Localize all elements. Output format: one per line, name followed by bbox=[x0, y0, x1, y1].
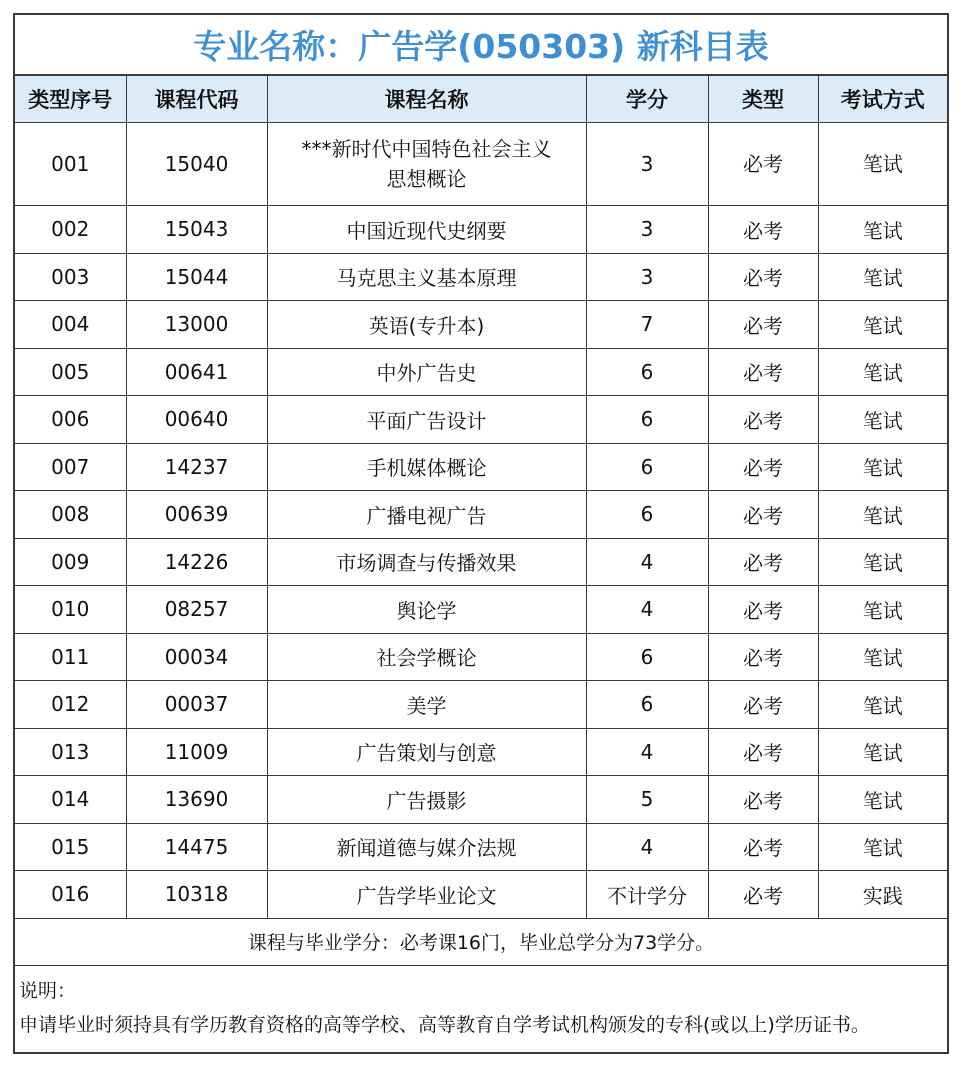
cell-name: 英语(专升本) bbox=[267, 301, 586, 349]
cell-name bbox=[267, 123, 586, 206]
cell-name: 市场调查与传播效果 bbox=[267, 538, 586, 586]
cell-seq: 002 bbox=[15, 206, 126, 254]
course-table-document bbox=[13, 13, 949, 1054]
cell-code: 10318 bbox=[126, 871, 267, 919]
cell-credit: 3 bbox=[586, 253, 708, 301]
cell-code: 00034 bbox=[126, 633, 267, 681]
cell-credit: 6 bbox=[586, 396, 708, 444]
table-row bbox=[15, 301, 947, 349]
cell-exam: 笔试 bbox=[818, 301, 947, 349]
cell-code: 15044 bbox=[126, 253, 267, 301]
cell-type: 必考 bbox=[708, 491, 818, 539]
notes-section bbox=[15, 966, 947, 1052]
table-row bbox=[15, 871, 947, 919]
cell-type: 必考 bbox=[708, 253, 818, 301]
cell-name: 美学 bbox=[267, 681, 586, 729]
cell-exam: 笔试 bbox=[818, 491, 947, 539]
table-row bbox=[15, 123, 947, 206]
cell-seq: 001 bbox=[15, 123, 126, 206]
cell-name: 社会学概论 bbox=[267, 633, 586, 681]
cell-credit: 4 bbox=[586, 586, 708, 634]
cell-exam: 笔试 bbox=[818, 443, 947, 491]
cell-type: 必考 bbox=[708, 681, 818, 729]
cell-credit: 6 bbox=[586, 348, 708, 396]
cell-seq: 012 bbox=[15, 681, 126, 729]
cell-exam: 笔试 bbox=[818, 633, 947, 681]
cell-name: 广告策划与创意 bbox=[267, 728, 586, 776]
notes-text: 申请毕业时须持具有学历教育资格的高等学校、高等教育自学考试机构颁发的专科(或以上)学历证书。 bbox=[19, 1013, 870, 1036]
cell-type: 必考 bbox=[708, 443, 818, 491]
cell-credit: 7 bbox=[586, 301, 708, 349]
cell-exam: 实践 bbox=[818, 871, 947, 919]
cell-seq: 014 bbox=[15, 776, 126, 824]
cell-code: 00640 bbox=[126, 396, 267, 444]
cell-code: 14226 bbox=[126, 538, 267, 586]
page-title: 专业名称：广告学(050303) 新科目表 bbox=[15, 15, 947, 76]
header-credit: 学分 bbox=[586, 76, 708, 123]
cell-exam: 笔试 bbox=[818, 823, 947, 871]
cell-exam: 笔试 bbox=[818, 123, 947, 206]
cell-seq: 010 bbox=[15, 586, 126, 634]
cell-name: 中国近现代史纲要 bbox=[267, 206, 586, 254]
cell-code: 15043 bbox=[126, 206, 267, 254]
cell-type: 必考 bbox=[708, 633, 818, 681]
cell-credit: 3 bbox=[586, 206, 708, 254]
table-row bbox=[15, 823, 947, 871]
notes-label: 说明： bbox=[19, 979, 77, 1002]
cell-type: 必考 bbox=[708, 123, 818, 206]
cell-seq: 003 bbox=[15, 253, 126, 301]
table-header-row bbox=[15, 76, 947, 123]
table-row bbox=[15, 396, 947, 444]
table-row bbox=[15, 681, 947, 729]
header-seq: 类型序号 bbox=[15, 76, 126, 123]
cell-type: 必考 bbox=[708, 871, 818, 919]
cell-exam: 笔试 bbox=[818, 776, 947, 824]
cell-name: 中外广告史 bbox=[267, 348, 586, 396]
cell-name: 手机媒体概论 bbox=[267, 443, 586, 491]
cell-type: 必考 bbox=[708, 396, 818, 444]
cell-type: 必考 bbox=[708, 728, 818, 776]
cell-credit: 6 bbox=[586, 633, 708, 681]
table-row bbox=[15, 253, 947, 301]
cell-code: 13000 bbox=[126, 301, 267, 349]
table-row bbox=[15, 491, 947, 539]
table-row bbox=[15, 728, 947, 776]
cell-seq: 008 bbox=[15, 491, 126, 539]
cell-name: 新闻道德与媒介法规 bbox=[267, 823, 586, 871]
cell-credit: 6 bbox=[586, 491, 708, 539]
cell-seq: 007 bbox=[15, 443, 126, 491]
cell-code: 15040 bbox=[126, 123, 267, 206]
header-name: 课程名称 bbox=[267, 76, 586, 123]
cell-type: 必考 bbox=[708, 823, 818, 871]
table-row bbox=[15, 633, 947, 681]
cell-credit: 3 bbox=[586, 123, 708, 206]
table-row bbox=[15, 586, 947, 634]
cell-seq: 015 bbox=[15, 823, 126, 871]
cell-seq: 013 bbox=[15, 728, 126, 776]
table-row bbox=[15, 443, 947, 491]
cell-type: 必考 bbox=[708, 776, 818, 824]
cell-type: 必考 bbox=[708, 348, 818, 396]
cell-code: 00641 bbox=[126, 348, 267, 396]
header-type: 类型 bbox=[708, 76, 818, 123]
cell-exam: 笔试 bbox=[818, 253, 947, 301]
cell-name: 广告摄影 bbox=[267, 776, 586, 824]
cell-name: 平面广告设计 bbox=[267, 396, 586, 444]
cell-type: 必考 bbox=[708, 538, 818, 586]
cell-code: 14237 bbox=[126, 443, 267, 491]
cell-seq: 005 bbox=[15, 348, 126, 396]
cell-name-line2: 思想概论 bbox=[386, 167, 467, 191]
course-table bbox=[15, 76, 947, 919]
cell-code: 00639 bbox=[126, 491, 267, 539]
cell-name: 广告学毕业论文 bbox=[267, 871, 586, 919]
cell-exam: 笔试 bbox=[818, 728, 947, 776]
cell-credit: 4 bbox=[586, 538, 708, 586]
cell-name-line1: ***新时代中国特色社会主义 bbox=[301, 137, 552, 161]
cell-credit: 5 bbox=[586, 776, 708, 824]
cell-type: 必考 bbox=[708, 206, 818, 254]
cell-exam: 笔试 bbox=[818, 681, 947, 729]
cell-credit: 6 bbox=[586, 681, 708, 729]
cell-code: 08257 bbox=[126, 586, 267, 634]
cell-exam: 笔试 bbox=[818, 396, 947, 444]
cell-code: 13690 bbox=[126, 776, 267, 824]
cell-exam: 笔试 bbox=[818, 348, 947, 396]
cell-code: 11009 bbox=[126, 728, 267, 776]
cell-credit: 4 bbox=[586, 728, 708, 776]
cell-exam: 笔试 bbox=[818, 538, 947, 586]
cell-seq: 009 bbox=[15, 538, 126, 586]
cell-exam: 笔试 bbox=[818, 206, 947, 254]
cell-name: 舆论学 bbox=[267, 586, 586, 634]
credit-summary: 课程与毕业学分：必考课16门，毕业总学分为73学分。 bbox=[15, 919, 947, 966]
table-row bbox=[15, 538, 947, 586]
cell-name: 广播电视广告 bbox=[267, 491, 586, 539]
cell-name: 马克思主义基本原理 bbox=[267, 253, 586, 301]
header-exam: 考试方式 bbox=[818, 76, 947, 123]
table-row bbox=[15, 348, 947, 396]
table-row bbox=[15, 776, 947, 824]
cell-credit: 不计学分 bbox=[586, 871, 708, 919]
cell-seq: 004 bbox=[15, 301, 126, 349]
cell-code: 00037 bbox=[126, 681, 267, 729]
cell-seq: 011 bbox=[15, 633, 126, 681]
cell-type: 必考 bbox=[708, 301, 818, 349]
cell-code: 14475 bbox=[126, 823, 267, 871]
header-code: 课程代码 bbox=[126, 76, 267, 123]
cell-type: 必考 bbox=[708, 586, 818, 634]
table-row bbox=[15, 206, 947, 254]
cell-seq: 016 bbox=[15, 871, 126, 919]
cell-credit: 6 bbox=[586, 443, 708, 491]
cell-seq: 006 bbox=[15, 396, 126, 444]
cell-exam: 笔试 bbox=[818, 586, 947, 634]
cell-credit: 4 bbox=[586, 823, 708, 871]
